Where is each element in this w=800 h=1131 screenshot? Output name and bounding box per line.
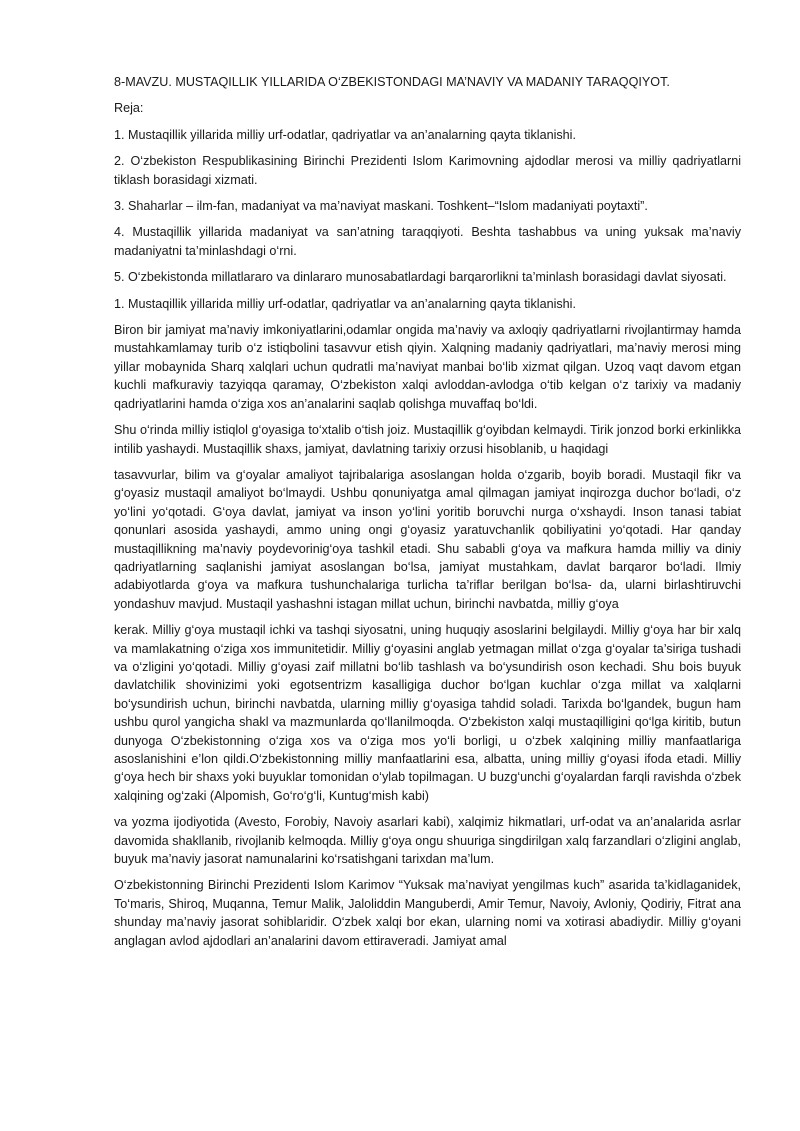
plan-item-1: 1. Mustaqillik yillarida milliy urf-odatlar, qadriyatlar va an’analarning qayta tiklanishi.	[114, 127, 576, 142]
document-title: 8-MAVZU. MUSTAQILLIK YILLARIDA O‘ZBEKISTONDAGI MA’NAVIY VA MADANIY TARAQQIYOT.	[114, 75, 670, 89]
plan-label: Reja:	[114, 101, 144, 116]
plan-item-5: 5. O‘zbekistonda millatlararo va dinlararo munosabatlardagi barqarorlikni ta’minlash borasidagi davlat siyosati.	[114, 270, 727, 285]
body-paragraph-4: kerak. Milliy g‘oya mustaqil ichki va tashqi siyosatni, uning huquqiy asoslarini belgilaydi. Milliy g‘oya har bir xalq va mamlakatning o‘ziga xos immunitetidir. Milliy g‘oyasini anglab yetmagan millat o‘zga g‘oyalar ta’siriga tushadi va o‘zligini yo‘qotadi. Milliy g‘oyasi zaif millatni bo‘lib tashlash va bo‘ysundirish oson kechadi. Shu bois buyuk davlatchilik shovinizimi yoki egotsentrizm kasalligiga duchor bo‘lgan kuchlar o‘zga millat va xalqlarni bo‘ysundirish uchun, birinchi navbatda, ularning milliy g‘oyasiga tahdid soladi. Tarixda bo‘lgandek, bugun ham ushbu qurol yangicha shakl va mazmunlarda qo‘llanilmoqda. O‘zbekiston xalqi mustaqilligini qo‘lga kiritib, butun dunyoga O‘zbekistonning o‘ziga xos va o‘ziga mos yo‘li borligi, u o‘zbek xalqining milliy manfaatlariga asoslanishini e’lon qildi.O‘zbekistonning milliy manfaatlarini esa, albatta, uning milliy g‘oyasi ifoda etadi. Milliy g‘oya hech bir shaxs yoki buyuklar tomonidan o‘ylab topilmagan. U buzg‘unchi g‘oyalardan farqli ravishda o‘zbek xalqining og‘zaki (Alpomish, Go‘ro‘g‘li, Kuntug‘mish kabi)	[114, 623, 741, 803]
body-paragraph-6: O‘zbekistonning Birinchi Prezidenti Islom Karimov “Yuksak ma’naviyat yengilmas kuch” asarida ta’kidlaganidek, To‘maris, Shiroq, Muqanna, Temur Malik, Jaloliddin Manguberdi, Amir Temur, Navoiy, Avloniy, Qodiriy, Fitrat ana shunday ma’naviy jasorat sohiblaridir. O‘zbek xalqi bor ekan, ularning nomi va xotirasi abadiydir. Milliy g‘oyani anglagan avlod ajdodlari an’analarini davom ettiraveradi. Jamiyat amal	[114, 878, 741, 948]
plan-item-2: 2. O‘zbekiston Respublikasining Birinchi Prezidenti Islom Karimovning ajdodlar merosi va milliy qadriyatlarni tiklash borasidagi xizmati.	[114, 154, 741, 187]
body-paragraph-5: va yozma ijodiyotida (Avesto, Forobiy, Navoiy asarlari kabi), xalqimiz hikmatlari, urf-odat va an’analarida asrlar davomida shakllanib, rivojlanib kelmoqda. Milliy g‘oya ongu shuuriga singdirilgan xalq farzandlari o‘zligini anglab, buyuk ma’naviy jasorat namunalarini ko‘rsatishgani tarixdan ma’lum.	[114, 815, 741, 867]
body-paragraph-1: Biron bir jamiyat ma’naviy imkoniyatlarini,odamlar ongida ma’naviy va axloqiy qadriyatlarni rivojlantirmay hamda mustahkamlamay turib o‘z istiqbolini tasavvur etish qiyin. Xalqning madaniy qadriyatlari, ma’naviy merosi ming yillar mobaynida Sharq xalqlari uchun qudratli ma’naviyat manbai bo‘lib xizmat qilgan. Uzoq vaqt davom etgan kuchli mafkuraviy tazyiqqa qaramay, O‘zbekiston xalqi avloddan-avlodga o‘tib kelgan o‘z tarixiy va madaniy qadriyatlarini hamda o‘ziga xos an’analarini saqlab qolishga muvaffaq bo‘ldi.	[114, 323, 741, 411]
body-paragraph-2: Shu o‘rinda milliy istiqlol g‘oyasiga to‘xtalib o‘tish joiz. Mustaqillik g‘oyibdan kelmaydi. Tirik jonzod borki erkinlikka intilib yashaydi. Mustaqillik shaxs, jamiyat, davlatning tarixiy orzusi hisoblanib, u haqidagi	[114, 423, 741, 456]
plan-item-3: 3. Shaharlar – ilm-fan, madaniyat va ma’naviyat maskani. Toshkent–“Islom madaniyati poytaxti”.	[114, 199, 648, 214]
body-paragraph-3: tasavvurlar, bilim va g‘oyalar amaliyot tajribalariga asoslangan holda o‘zgarib, boyib boradi. Mustaqil fikr va g‘oyasiz mustaqil amaliyot bo‘lmaydi. Ushbu qonuniyatga amal qilmagan jamiyat inqirozga duchor bo‘ladi, o‘z yo‘lini yo‘qotadi. G‘oya davlat, jamiyat va inson yo‘lini yoritib boruvchi nurga o‘xshaydi. Inson tanasi tabiat qonunlari asosida yashaydi, ammo uning ongi g‘oyasiz yaratuvchanlik qobiliyatini yo‘qotadi. Har qanday mustaqillikning ma’naviy poydevorinig‘oya tashkil etadi. Shu sababli g‘oya va mafkura hamda milliy va diniy qadriyatlarning saqlanishi jamiyat asoslangan bo‘lsa, jamiyat mustahkam, davlat barqaror bo‘ladi. Ilmiy adabiyotlarda g‘oya va mafkura tushunchalariga turlicha ta’riflar berilgan bo‘lsa- da, ularni birlashtiruvchi yondashuv mavjud. Mustaqil yashashni istagan millat uchun, birinchi navbatda, milliy g‘oya	[114, 467, 741, 611]
section-heading: 1. Mustaqillik yillarida milliy urf-odatlar, qadriyatlar va an’analarning qayta tiklanishi.	[114, 296, 576, 311]
plan-item-4: 4. Mustaqillik yillarida madaniyat va san’atning taraqqiyoti. Beshta tashabbus va uning yuksak ma’naviy madaniyatni ta’minlashdagi o‘rni.	[114, 225, 741, 258]
document-body	[114, 73, 741, 958]
